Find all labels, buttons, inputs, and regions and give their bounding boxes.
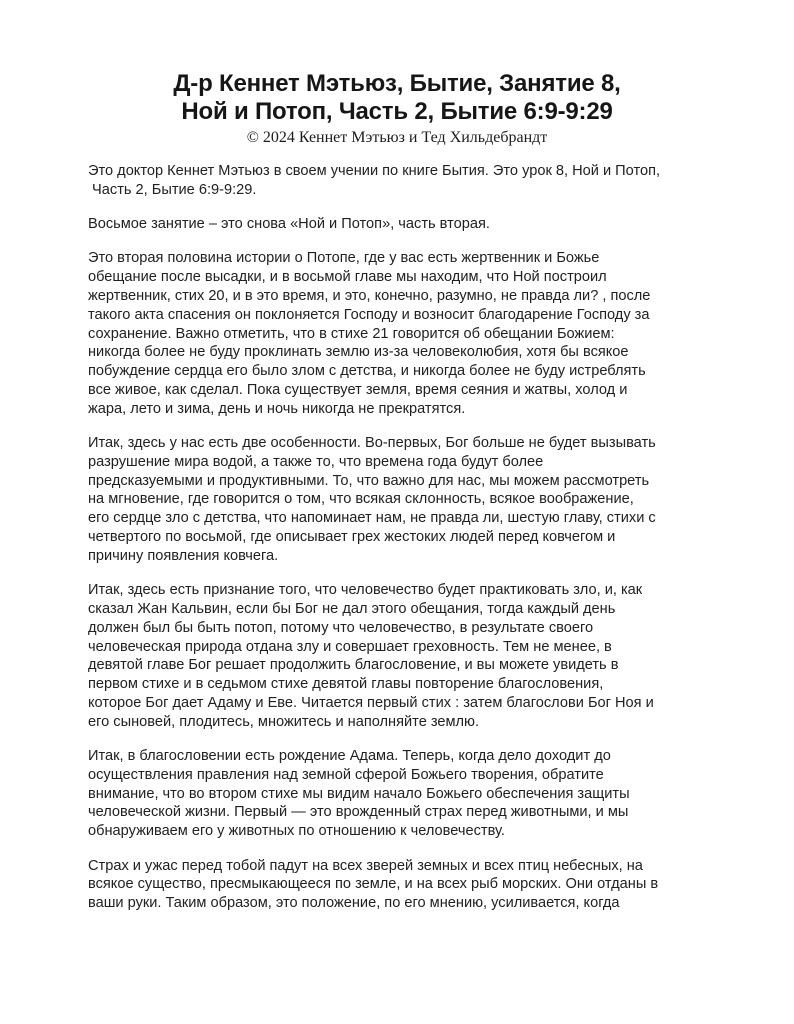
- document-body: [88, 162, 728, 928]
- paragraph: [88, 434, 728, 566]
- paragraph: [88, 581, 728, 731]
- text-line: осуществления правления над земной сферой Божьего творения, обратите: [88, 766, 604, 783]
- text-line: ваши руки. Таким образом, это положение, по его мнению, усиливается, когда: [88, 895, 620, 912]
- text-line: обещание после высадки, и в восьмой главе мы находим, что Ной построил: [88, 269, 607, 286]
- text-line: всякое существо, пресмыкающееся по земле, и на всех рыб морских. Они отданы в: [88, 876, 659, 893]
- text-line: причину появления ковчега.: [88, 547, 279, 564]
- paragraph: [88, 162, 728, 200]
- copyright-line: © 2024 Кеннет Мэтьюз и Тед Хильдебрандт: [246, 129, 548, 146]
- text-line: которое Бог дает Адаму и Еве. Читается первый стих : затем благослови Бог Ноя и: [88, 694, 654, 711]
- text-line: предсказуемыми и продуктивными. То, что важно для нас, мы можем рассмотреть: [88, 472, 650, 489]
- text-line: Часть 2, Бытие 6:9-9:29.: [88, 181, 257, 198]
- text-line: Это доктор Кеннет Мэтьюз в своем учении по книге Бытия. Это урок 8, Ной и Потоп,: [88, 163, 661, 179]
- text-line: обнаруживаем его у животных по отношению к человечеству.: [88, 823, 505, 840]
- document-title: [0, 70, 794, 126]
- text-line: сказал Жан Кальвин, если бы Бог не дал этого обещания, тогда каждый день: [88, 600, 616, 617]
- text-line: Страх и ужас перед тобой падут на всех зверей земных и всех птиц небесных, на: [88, 857, 643, 874]
- text-line: на мгновение, где говорится о том, что всякая склонность, всякое воображение,: [88, 491, 634, 508]
- text-line: внимание, что во втором стихе мы видим начало Божьего обеспечения защиты: [88, 785, 630, 802]
- text-line: его сердце зло с детства, что напоминает нам, не правда ли, шестую главу, стихи с: [88, 510, 656, 527]
- text-line: Итак, здесь у нас есть две особенности. Во-первых, Бог больше не будет вызывать: [88, 435, 656, 452]
- paragraph: [88, 215, 728, 234]
- text-line: Восьмое занятие – это снова «Ной и Потоп», часть вторая.: [88, 216, 490, 233]
- text-line: жара, лето и зима, день и ночь никогда не прекратятся.: [88, 400, 466, 417]
- text-line: такого акта спасения он поклоняется Господу и возносит благодарение Господу за: [88, 306, 650, 323]
- text-line: человеческая природа отдана злу и совершает греховность. Тем не менее, в: [88, 638, 612, 655]
- text-line: должен был бы быть потоп, потому что человечество, в результате своего: [88, 619, 594, 636]
- title-line-2: Ной и Потоп, Часть 2, Бытие 6:9-9:29: [181, 98, 613, 125]
- text-line: Это вторая половина истории о Потопе, где у вас есть жертвенник и Божье: [88, 250, 600, 267]
- text-line: побуждение сердца его было злом с детства, и никогда более не буду истреблять: [88, 363, 646, 380]
- document-header: [0, 70, 794, 147]
- text-line: разрушение мира водой, а также то, что времена года будут более: [88, 453, 544, 470]
- text-line: сохранение. Важно отметить, что в стихе 21 говорится об обещании Божием:: [88, 325, 615, 342]
- text-line: первом стихе и в седьмом стихе девятой главы повторение благословения,: [88, 676, 604, 693]
- text-line: девятой главе Бог решает продолжить благословение, и вы можете увидеть в: [88, 657, 619, 674]
- text-line: никогда более не буду проклинать землю из-за человеколюбия, хотя бы всякое: [88, 344, 629, 361]
- text-line: Итак, здесь есть признание того, что человечество будет практиковать зло, и, как: [88, 582, 643, 599]
- paragraph: [88, 249, 728, 418]
- text-line: жертвенник, стих 20, и в это время, и это, конечно, разумно, не правда ли? , после: [88, 287, 651, 304]
- text-line: четвертого по восьмой, где описывает грех жестоких людей перед ковчегом и: [88, 529, 616, 546]
- paragraph: [88, 747, 728, 841]
- text-line: все живое, как сделал. Пока существует земля, время сеяния и жатвы, холод и: [88, 381, 628, 398]
- text-line: человеческой жизни. Первый — это врожденный страх перед животными, и мы: [88, 804, 629, 821]
- paragraph: [88, 857, 728, 913]
- text-line: его сыновей, плодитесь, множитесь и наполняйте землю.: [88, 713, 480, 730]
- title-line-1: Д-р Кеннет Мэтьюз, Бытие, Занятие 8,: [173, 70, 621, 97]
- text-line: Итак, в благословении есть рождение Адама. Теперь, когда дело доходит до: [88, 748, 611, 765]
